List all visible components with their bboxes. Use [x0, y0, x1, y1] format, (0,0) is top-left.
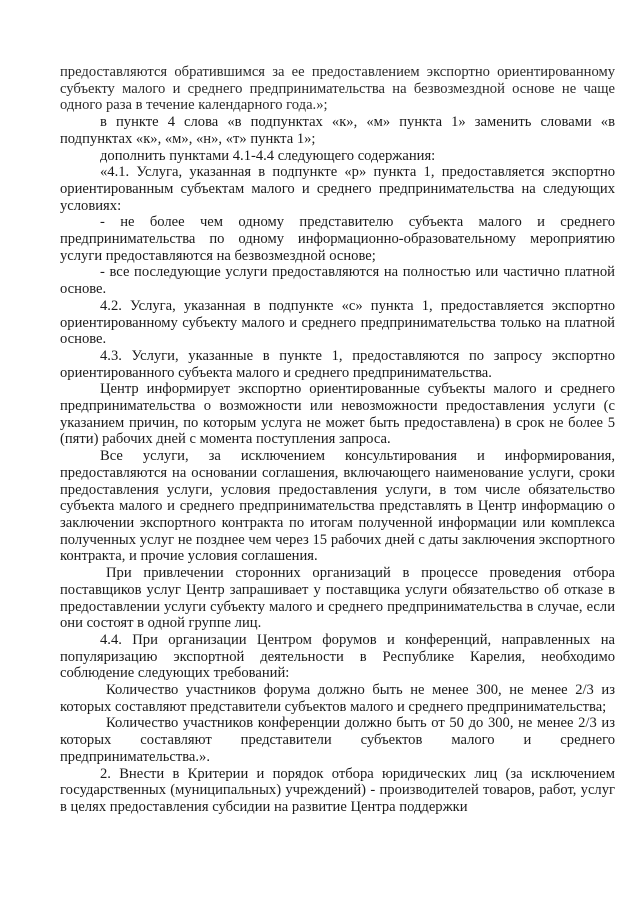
- paragraph-4-3: 4.3. Услуги, указанные в пункте 1, предоставляются по запросу экспортно ориентированного субъекта малого и среднего предпринимательства.: [60, 347, 615, 381]
- paragraph-conference-participants: Количество участников конференции должно быть от 50 до 300, не менее 2/3 из которых составляют представители субъектов малого и среднего предпринимательства.».: [60, 715, 615, 765]
- paragraph-condition-1: - не более чем одному представителю субъекта малого и среднего предпринимательства по одному информационно-образовательному мероприятию услуги предоставляются на безвозмездной основе;: [60, 214, 615, 264]
- paragraph-add-points: дополнить пунктами 4.1-4.4 следующего содержания:: [100, 147, 436, 164]
- paragraph-condition-2: - все последующие услуги предоставляются на полностью или частично платной основе.: [60, 264, 615, 298]
- paragraph-all-services: Все услуги, за исключением консультирования и информирования, предоставляются на основании соглашения, включающего наименование услуги, сроки предоставления услуги, условия предоставления услуги, в том числе обязательство субъекта малого и среднего предпринимательства представлять в Центр информацию о заключении экспортного контракта по итогам полученной информации или комплекса полученных услуг не позднее чем через 15 рабочих дней с даты заключения экспортного контракта, и прочие условия соглашения.: [60, 448, 615, 565]
- paragraph-center-informs: Центр информирует экспортно ориентированные субъекты малого и среднего предпринимательства о возможности или невозможности предоставления услуги (с указанием причин, по которым услуга не может быть предоставлена) в срок не более 5 (пяти) рабочих дней с момента поступления запроса.: [60, 381, 615, 448]
- paragraph-4-2: 4.2. Услуга, указанная в подпункте «с» пункта 1, предоставляется экспортно ориентированному субъекту малого и среднего предпринимательства только на платной основе.: [60, 297, 615, 348]
- paragraph-4-4: 4.4. При организации Центром форумов и конференций, направленных на популяризацию экспортной деятельности в Республике Карелия, необходимо соблюдение следующих требований:: [60, 631, 615, 682]
- paragraph-item-2: 2. Внести в Критерии и порядок отбора юридических лиц (за исключением государственных (муниципальных) учреждений) - производителей товаров, работ, услуг в целях предоставления субсидии на развитие Центра поддержки: [60, 765, 615, 815]
- paragraph-amend-point-4: в пункте 4 слова «в подпунктах «к», «м» пункта 1» заменить словами «в подпунктах «к», «м», «н», «т» пункта 1»;: [60, 114, 615, 147]
- paragraph-third-parties: При привлечении сторонних организаций в процессе проведения отбора поставщиков услуг Центр запрашивает у поставщика услуги обязательство об отказе в предоставлении услуги субъекту малого и среднего предпринимательства в случае, если они состоят в одной группе лиц.: [60, 565, 615, 632]
- document-page: [60, 64, 615, 816]
- paragraph-forum-participants: Количество участников форума должно быть не менее 300, не менее 2/3 из которых составляют представители субъектов малого и среднего предпринимательства;: [60, 682, 615, 715]
- paragraph-continuation: предоставляются обратившимся за ее предоставлением экспортно ориентированному субъекту малого и среднего предпринимательства на безвозмездной основе не чаще одного раза в течение календарного года.»;: [60, 64, 615, 114]
- paragraph-4-1: «4.1. Услуга, указанная в подпункте «р» пункта 1, предоставляется экспортно ориентированным субъектам малого и среднего предпринимательства на следующих условиях:: [60, 164, 615, 214]
